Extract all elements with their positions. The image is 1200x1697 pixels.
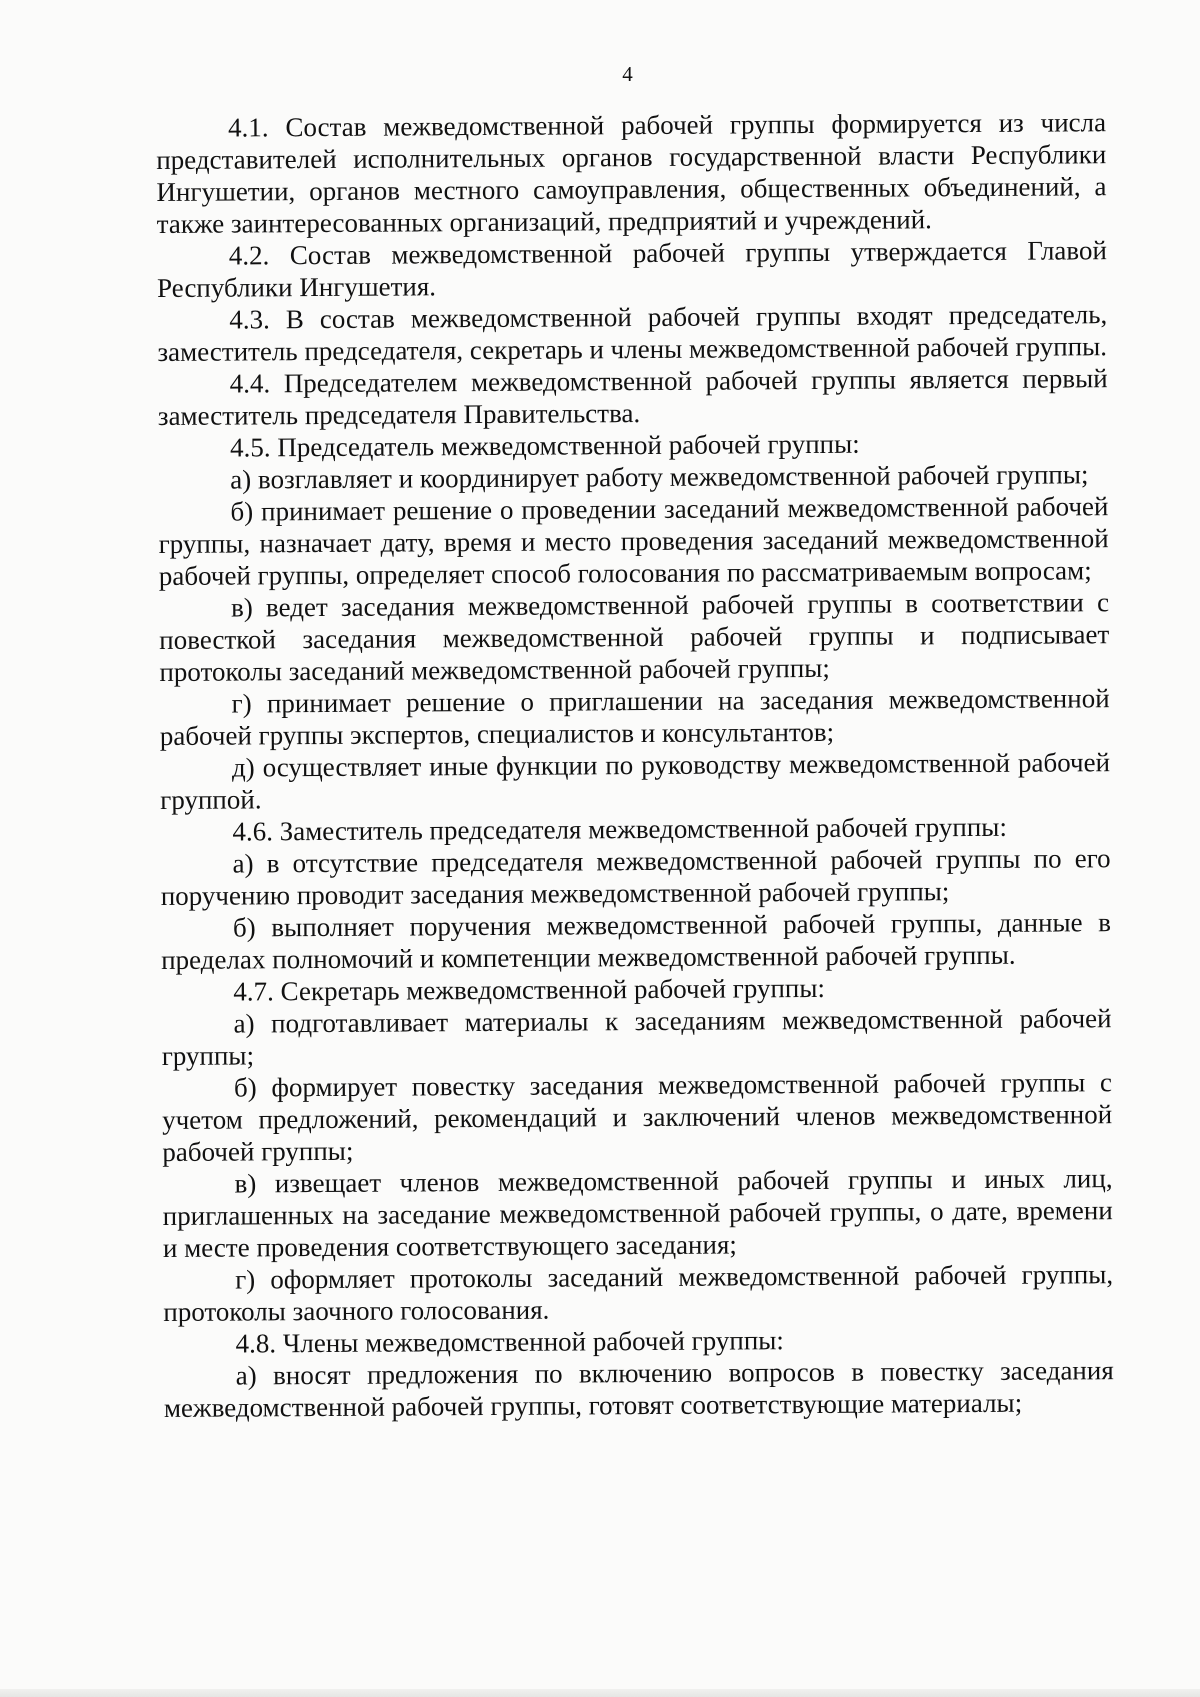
paragraph-4-5-a: а) возглавляет и координирует работу межведомственной рабочей группы; (230, 459, 1089, 495)
paragraph-4-2: 4.2. Состав межведомственной рабочей группы утверждается Главой Республики Ингушетия. (156, 235, 1107, 303)
paragraph-4-5-b: б) принимает решение о проведении заседаний межведомственной рабочей группы, назначает дату, время и место проведения заседаний межведомственной рабочей группы, определяет способ голосования по рассматриваемым вопросам; (158, 491, 1109, 591)
paragraph-4-5-g: г) принимает решение о приглашении на заседания межведомственной рабочей группы экспертов, специалистов и консультантов; (159, 683, 1110, 751)
paragraph-4-5: 4.5. Председатель межведомственной рабочей группы: (229, 428, 860, 463)
paragraph-4-5-d: д) осуществляет иные функции по руководству межведомственной рабочей группой. (160, 747, 1111, 815)
scan-bottom-edge (0, 1689, 1200, 1697)
paragraph-4-8: 4.8. Члены межведомственной рабочей группы: (235, 1325, 784, 1359)
document-body (156, 106, 1114, 1424)
paragraph-4-6: 4.6. Заместитель председателя межведомственной рабочей группы: (232, 811, 1007, 847)
paragraph-4-7-v: в) извещает членов межведомственной рабочей группы и иных лиц, приглашенных на заседание межведомственной рабочей группы, о дате, времени и месте проведения соответствующего заседания; (162, 1163, 1113, 1263)
page-number: 4 (622, 62, 633, 86)
paragraph-4-6-a: а) в отсутствие председателя межведомственной рабочей группы по его поручению проводит заседания межведомственной рабочей группы; (160, 843, 1111, 911)
paragraph-4-7-a: а) подготавливает материалы к заседаниям межведомственной рабочей группы; (161, 1003, 1112, 1071)
paragraph-4-1: 4.1. Состав межведомственной рабочей группы формируется из числа представителей исполнительных органов государственной власти Республики Ингушетии, органов местного самоуправления, общественных объединений, а также заинтересованных организаций, предприятий и учреждений. (156, 107, 1107, 239)
paragraph-4-8-a: а) вносят предложения по включению вопросов в повестку заседания межведомственной рабочей группы, готовят соответствующие материалы; (163, 1355, 1114, 1423)
paragraph-4-3: 4.3. В состав межведомственной рабочей группы входят председатель, заместитель председателя, секретарь и члены межведомственной рабочей группы. (157, 299, 1108, 367)
paragraph-4-7-g: г) оформляет протоколы заседаний межведомственной рабочей группы, протоколы заочного голосования. (163, 1259, 1114, 1327)
paragraph-4-7-b: б) формирует повестку заседания межведомственной рабочей группы с учетом предложений, рекомендаций и заключений членов межведомственной рабочей группы; (162, 1067, 1113, 1167)
paragraph-4-7: 4.7. Секретарь межведомственной рабочей группы: (233, 972, 826, 1007)
paragraph-4-6-b: б) выполняет поручения межведомственной рабочей группы, данные в пределах полномочий и компетенции межведомственной рабочей группы. (161, 907, 1112, 975)
paragraph-4-4: 4.4. Председателем межведомственной рабочей группы является первый заместитель председателя Правительства. (157, 363, 1108, 431)
paragraph-4-5-v: в) ведет заседания межведомственной рабочей группы в соответствии с повесткой заседания межведомственной рабочей группы и подписывает протоколы заседаний межведомственной рабочей группы; (159, 587, 1110, 687)
